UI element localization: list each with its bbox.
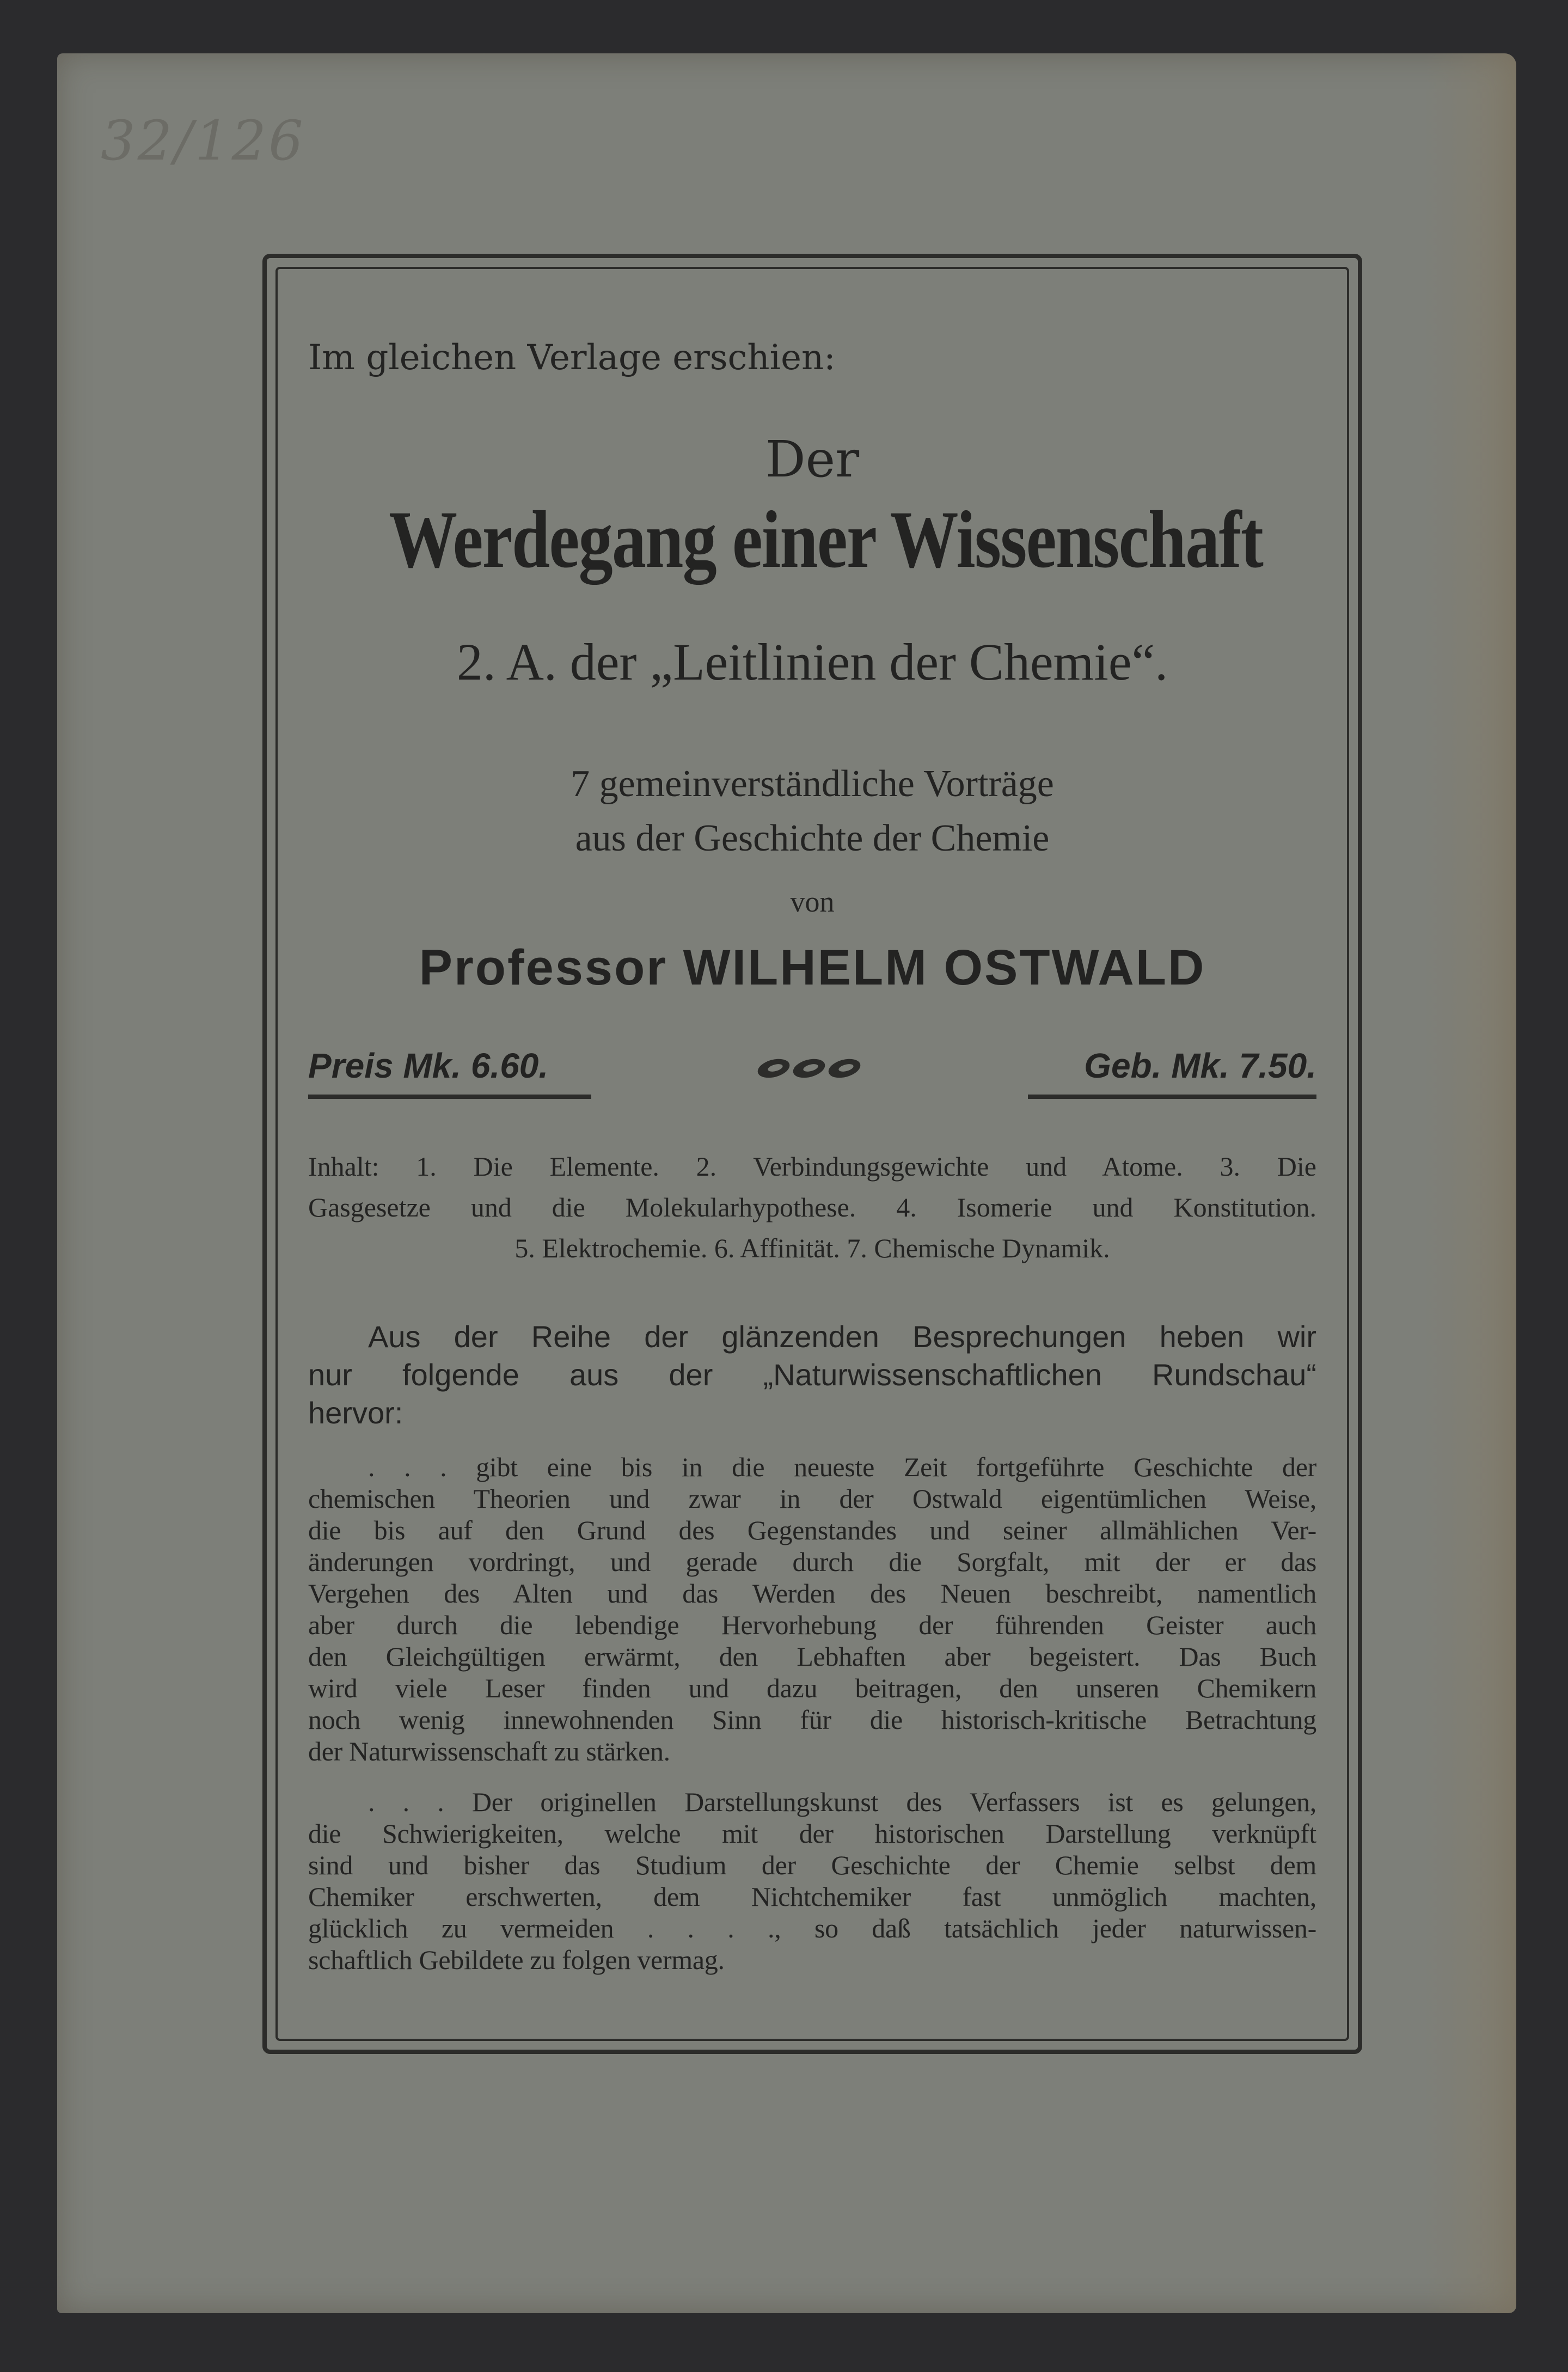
description-line-2: aus der Geschichte der Chemie bbox=[575, 817, 1050, 859]
title-article: Der bbox=[765, 430, 860, 488]
review-quote-line: die Schwierigkeiten, welche mit der historischen Darstellung verknüpft bbox=[308, 1818, 1316, 1849]
review-quote-line: aber durch die lebendige Hervorhebung der führenden Geister auch bbox=[308, 1610, 1316, 1640]
price-bound: Geb. Mk. 7.50. bbox=[1084, 1046, 1316, 1085]
review-quote-line: die bis auf den Grund des Gegenstandes und seiner allmählichen Ver- bbox=[308, 1515, 1316, 1545]
table-of-contents-line: Inhalt: 1. Die Elemente. 2. Verbindungsgewichte und Atome. 3. Die bbox=[308, 1151, 1316, 1182]
review-quote-line: . . . gibt eine bis in die neueste Zeit fortgeführte Geschichte der bbox=[368, 1452, 1316, 1482]
review-quote-line: . . . Der originellen Darstellungskunst des Verfassers ist es gelungen, bbox=[368, 1787, 1316, 1817]
ornament-icon bbox=[755, 1051, 863, 1084]
review-quote-line: Chemiker erschwerten, dem Nichtchemiker fast unmöglich machten, bbox=[308, 1881, 1316, 1912]
review-intro-line: hervor: bbox=[308, 1396, 403, 1430]
review-quote-line: chemischen Theorien und zwar in der Ostwald eigentümlichen Weise, bbox=[308, 1483, 1316, 1514]
description-line-1: 7 gemeinverständliche Vorträge bbox=[571, 763, 1054, 805]
price-left-underline bbox=[308, 1095, 591, 1099]
handwritten-shelfmark: 32/126 bbox=[101, 109, 305, 173]
price-right-underline bbox=[1028, 1095, 1316, 1099]
publisher-intro: Im gleichen Verlage erschien: bbox=[308, 338, 836, 378]
author-name: Professor WILHELM OSTWALD bbox=[419, 940, 1206, 995]
price-paperback: Preis Mk. 6.60. bbox=[308, 1046, 549, 1085]
review-quote-line: den Gleichgültigen erwärmt, den Lebhaften aber begeistert. Das Buch bbox=[308, 1641, 1316, 1672]
review-quote-line: wird viele Leser finden und dazu beitragen, den unseren Chemikern bbox=[308, 1673, 1316, 1703]
review-quote-line: glücklich zu vermeiden . . . ., so daß tatsächlich jeder naturwissen- bbox=[308, 1913, 1316, 1943]
table-of-contents-line: 5. Elektrochemie. 6. Affinität. 7. Chemische Dynamik. bbox=[514, 1233, 1110, 1263]
review-intro-line: Aus der Reihe der glänzenden Besprechungen heben wir bbox=[368, 1319, 1316, 1354]
review-quote-line: sind und bisher das Studium der Geschichte der Chemie selbst dem bbox=[308, 1850, 1316, 1880]
review-quote-line: schaftlich Gebildete zu folgen vermag. bbox=[308, 1945, 725, 1975]
review-quote-line: Vergehen des Alten und das Werden des Neuen beschreibt, namentlich bbox=[308, 1578, 1316, 1609]
review-intro-line: nur folgende aus der „Naturwissenschaftlichen Rundschau“ bbox=[308, 1358, 1316, 1392]
by-word: von bbox=[790, 885, 835, 918]
review-quote-line: änderungen vordringt, und gerade durch die Sorgfalt, mit der er das bbox=[308, 1546, 1316, 1577]
edition-subtitle: 2. A. der „Leitlinien der Chemie“. bbox=[456, 633, 1168, 691]
review-quote-line: der Naturwissenschaft zu stärken. bbox=[308, 1736, 670, 1766]
paper-edge-discoloration bbox=[1424, 53, 1516, 2313]
review-quote-line: noch wenig innewohnenden Sinn für die historisch-kritische Betrachtung bbox=[308, 1704, 1316, 1735]
book-title: Werdegang einer Wissenschaft bbox=[389, 494, 1263, 585]
table-of-contents-line: Gasgesetze und die Molekularhypothese. 4. Isomerie und Konstitution. bbox=[308, 1192, 1316, 1222]
